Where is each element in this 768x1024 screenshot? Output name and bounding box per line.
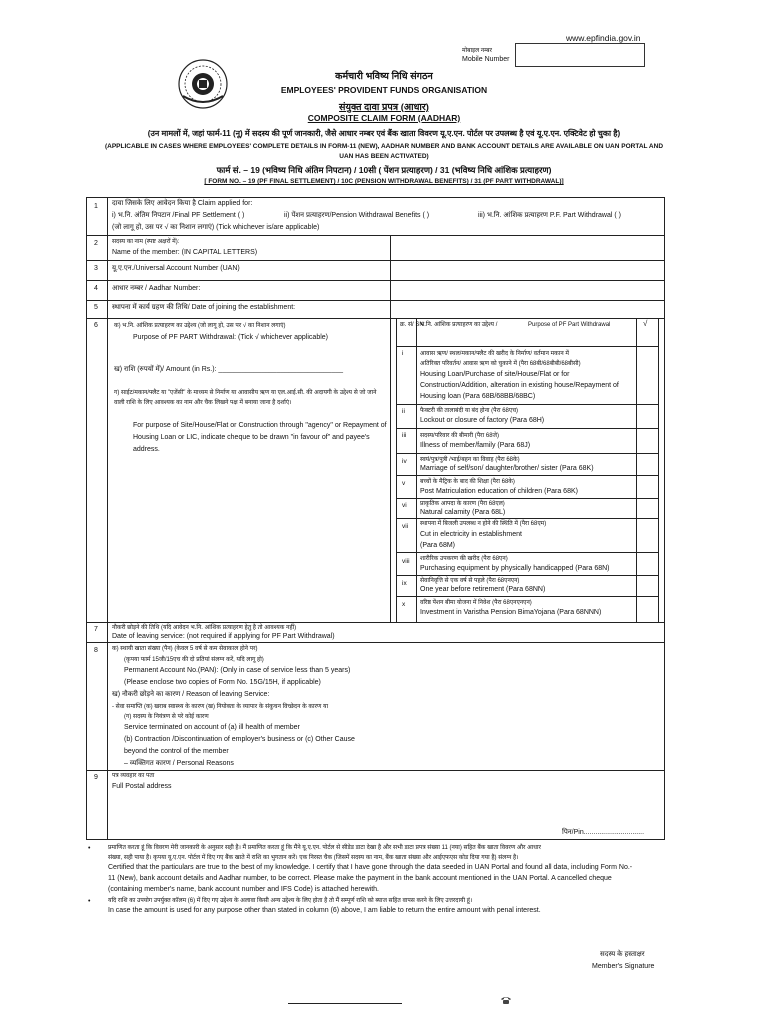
purpose-sn: ix: [402, 580, 407, 587]
pin-field[interactable]: पिन/Pin...............................: [562, 829, 645, 836]
pan-form-note: (Please enclose two copies of Form No. 15G/15H, if applicable): [124, 679, 321, 686]
purpose-item-text: फैक्टरी की तालाबंदी या बंद होना (पैरा 68एच): [420, 408, 519, 414]
final-pf-settlement-option[interactable]: i) भ.नि. अंतिम निपटान /Final PF Settlement ( ): [112, 212, 245, 219]
liability-hindi: यदि राशि का उपयोग उपर्युक्त कॉलम (6) में दिए गए उद्देश्य के अलावा किसी अन्य उद्देश्य के लिए होता है तो मैं सम्पूर्ण राशि को ब्याज सहित वापस करने के लिए उत्तरदायी हूं।: [108, 898, 473, 904]
claim-applied-label: दावा जिसके लिए आवेदन किया है Claim applied for:: [112, 200, 253, 207]
signature-label: Member's Signature: [592, 963, 655, 970]
purpose-tick-box[interactable]: [637, 553, 658, 575]
row-number: 4: [94, 285, 98, 292]
purpose-header: Purpose of PF Part Withdrawal: [528, 322, 611, 328]
pension-withdrawal-option[interactable]: ii) पेंशन प्रत्याहरण/Pension Withdrawal Benefits ( ): [284, 212, 430, 219]
postal-address-label-hindi: पत्र व्यवहार का पता: [112, 773, 155, 779]
purpose-item-text: सेवानिवृत्ति से एक वर्ष से पहले (पैरा 68एनएन): [420, 578, 520, 584]
purpose-item-text: Housing Loan/Purchase of site/House/Flat or for: [420, 371, 570, 378]
form-title: COMPOSITE CLAIM FORM (AADHAR): [307, 113, 461, 123]
form-numbers: [ FORM NO. – 19 (PF FINAL SETTLEMENT) / 10C (PENSION WITHDRAWAL BENEFITS) / 31 (PF PART WITHDRAWAL)]: [204, 178, 564, 185]
certification-text: 11 (New), bank account details and Aadhar number, to be correct. Please make the payment in the bank account mentioned in the UAN Portal. A cancelled cheque: [108, 875, 612, 882]
purpose-tick-box[interactable]: [637, 499, 658, 518]
row-number: 6: [94, 322, 98, 329]
personal-reasons-option[interactable]: – व्यक्तिगत कारण / Personal Reasons: [124, 760, 234, 767]
aadhar-label: आधार नम्बर / Aadhar Number:: [112, 285, 201, 292]
org-name-hindi: कर्मचारी भविष्य निधि संगठन: [335, 71, 433, 82]
pf-part-withdrawal-option[interactable]: iii) भ.नि. आंशिक प्रत्याहरण P.F. Part Withdrawal ( ): [478, 212, 621, 219]
mobile-label: Mobile Number: [462, 56, 510, 63]
purpose-item-text: सदस्य/परिवार की बीमारी (पैरा 68जे): [420, 433, 499, 439]
member-name-label-hindi: सदस्य का नाम (स्पष्ट अक्षरों में):: [112, 239, 180, 245]
signature-label-hindi: सदस्य के हस्ताक्षर: [600, 951, 645, 958]
tick-instruction: (जो लागू हो, उस पर √ का निशान लगाएं) (Tick whichever is/are applicable): [112, 224, 320, 231]
purpose-tick-box[interactable]: [637, 597, 658, 622]
applicability-hindi: (उन मामलों में, जहां फार्म-11 (नू) में सदस्य की पूर्ण जानकारी, जैसे आधार नम्बर एवं बैंक खाता विवरण यू.ए.एन. पोर्टल पर उपलब्ध है एवं यू.ए.एन. एक्टिवेट हो चुका है): [147, 129, 621, 138]
purpose-item-text: Cut in electricity in establishment: [420, 531, 522, 538]
purpose-item-text: Marriage of self/son/ daughter/brother/ sister (Para 68K): [420, 465, 594, 472]
purpose-tick-box[interactable]: [637, 429, 658, 453]
joining-date-field[interactable]: [391, 301, 663, 318]
amount-field[interactable]: ख) राशि (रुपयों में)/ Amount (in Rs.): ________________________________: [114, 366, 344, 373]
purpose-sn: ii: [402, 408, 405, 415]
row-number: 9: [94, 774, 98, 781]
part-withdrawal-purpose-hindi: क) भ.नि. आंशिक प्रत्याहरण का उद्देश्य (जो लागू हो, उस पर √ का निशान लगाएं): [114, 323, 286, 329]
certification-hindi: संख्या, सही पाया है। कृपया यू.ए.एन. पोर्टल में दिए गए बैंक खाते में राशि का भुगतान करें। एक निरस्त चैक (जिसमें सदस्य का नाम, बैंक खाता संख्या और आईएफएस कोड दिया गया है) संलग्न है।: [108, 855, 519, 861]
form-title-hindi: संयुक्त दावा प्रपत्र (आधार): [339, 102, 429, 113]
termination-reason-option[interactable]: Service terminated on account of (a) ill health of member: [124, 724, 300, 731]
uan-label: यू.ए.एन./Universal Account Number (UAN): [112, 265, 240, 272]
postal-address-label: Full Postal address: [112, 783, 172, 790]
tick-header: √: [643, 319, 648, 328]
mobile-number-field[interactable]: [515, 43, 645, 67]
row-number: 5: [94, 304, 98, 311]
termination-reason-text: (b) Contraction /Discontinuation of employer's business or (c) Other Cause: [124, 736, 355, 743]
bullet: •: [88, 845, 91, 852]
aadhar-field[interactable]: [391, 281, 663, 300]
termination-reason-hindi-cont: (ग) सदस्य के नियंत्रण से परे कोई कारण: [124, 714, 209, 720]
purpose-tick-box[interactable]: [637, 576, 658, 596]
purpose-item-text: Construction/Addition, alteration in existing house/Repayment of: [420, 382, 619, 389]
leaving-date-label-hindi: नौकरी छोड़ने की तिथि (यदि आवेदन भ.नि. आंशिक प्रत्याहरण हेतु है तो आवश्यक नहीं): [112, 625, 297, 631]
org-name: EMPLOYEES' PROVIDENT FUNDS ORGANISATION: [280, 85, 488, 95]
purpose-item-text: आवास ऋण/ स्थल/मकान/फ्लैट की खरीद के निर्माण/ वर्तमान मकान में: [420, 351, 569, 357]
purpose-sn: i: [402, 350, 404, 357]
termination-reason-hindi: - सेवा समाप्ति (क) खराब स्वास्थ्य के कारण (ख) नियोक्ता के व्यापार के संकुचन विच्छेदन के कारण या: [112, 704, 328, 710]
member-name-label: Name of the member: (IN CAPITAL LETTERS): [112, 249, 258, 256]
purpose-item-text: प्राकृतिक आपदा के कारण (पैरा 68एल): [420, 501, 505, 507]
cheque-payee-instruction: For purpose of Site/House/Flat or Construction through "agency" or Repayment of Housing Loan or LIC, indicate cheque to be drawn "in favour of" and payee's address.: [133, 422, 387, 453]
purpose-item-text: One year before retirement (Para 68NN): [420, 586, 546, 593]
certification-hindi: प्रमाणित करता हूं कि विवरण मेरी जानकारी के अनुसार सही है। मैं प्रमाणित करता हूं कि मैंने यू.ए.एन. पोर्टल से सीडेड डाटा देखा है और सभी डाटा प्रपत्र संख्या 11 (नया) सहित बैंक खाता विवरण और आधार: [108, 845, 541, 851]
purpose-sn: x: [402, 601, 406, 608]
leaving-date-field[interactable]: [391, 623, 663, 642]
website-url: www.epfindia.gov.in: [566, 33, 641, 43]
purpose-item-text: Housing loan (Para 68B/68BB/68BC): [420, 393, 536, 400]
sn-header: क्र. सं/ SN: [400, 322, 424, 328]
purpose-item-text: Illness of member/family (Para 68J): [420, 442, 531, 449]
purpose-tick-box[interactable]: [637, 454, 658, 475]
termination-reason-text: beyond the control of the member: [124, 748, 229, 755]
form-numbers-hindi: फार्म सं. – 19 (भविष्य निधि अंतिम निपटान) / 10सी ( पेंशन प्रत्याहरण) / 31 (भविष्य निधि आंशिक प्रत्याहरण): [216, 165, 552, 175]
mobile-label-hindi: मोबाइल नम्बर: [462, 48, 492, 54]
purpose-item-text: Investment in Varistha Pension BimaYojana (Para 68NNN): [420, 609, 602, 616]
pan-label: Permanent Account No.(PAN): (Only in case of service less than 5 years): [124, 667, 351, 674]
purpose-item-text: बच्चों के मैट्रिक के बाद की शिक्षा (पैरा 68के): [420, 479, 515, 485]
purpose-item-text: अतिरिक्त परिवर्तन/ आवास ऋण को चुकाने में (पैरा 68बी/68बीबी/68बीसी): [420, 361, 581, 367]
purpose-tick-box[interactable]: [637, 347, 658, 404]
purpose-tick-box[interactable]: [637, 405, 658, 428]
row-number: 2: [94, 240, 98, 247]
member-name-field[interactable]: [391, 236, 663, 260]
applicability-note: (APPLICABLE IN CASES WHERE EMPLOYEES' COMPLETE DETAILS IN FORM-11 (NEW), AADHAR NUMBER AND BANK ACCOUNT DETAILS ARE AVAILABLE ON UAN PORTAL AND UAN HAS BEEN ACTIVATED): [104, 143, 664, 160]
purpose-item-text: वरिष्ठ पेंशन बीमा योजना में निवेश (पैरा 68एनएनएन): [420, 600, 532, 606]
leaving-date-label: Date of leaving service: (not required if applying for PF Part Withdrawal): [112, 633, 335, 640]
certification-text: Certified that the particulars are true to the best of my knowledge. I certify that I have gone through the data seeded in UAN Portal and found all data, including Form No.-: [108, 864, 633, 871]
postal-address-field[interactable]: [108, 794, 662, 824]
row-number: 3: [94, 265, 98, 272]
row-number: 7: [94, 626, 98, 633]
certification-text: (containing member's name, bank account number and IFS Code) is attached herewith.: [108, 886, 379, 893]
purpose-sn: vii: [402, 523, 409, 530]
purpose-item-text: (Para 68M): [420, 542, 456, 549]
purpose-item-text: Natural calamity (Para 68L): [420, 509, 506, 516]
purpose-item-text: Purchasing equipment by physically handicapped (Para 68N): [420, 565, 610, 572]
purpose-item-text: स्वयं/पुत्र/पुत्री /भाई/बहन का विवाह (पैरा 68के): [420, 457, 520, 463]
purpose-sn: v: [402, 480, 406, 487]
purpose-header-hindi: भ.नि. आंशिक प्रत्याहरण का उद्देश्य /: [420, 322, 498, 328]
uan-field[interactable]: [391, 261, 663, 280]
purpose-item-text: स्थापना में बिजली उपलब्ध न होने की स्थिति में (पैरा 68एम): [420, 521, 547, 527]
row-number: 1: [94, 203, 98, 210]
part-withdrawal-purpose-label: Purpose of PF PART Withdrawal: (Tick √ whichever applicable): [133, 334, 328, 341]
purpose-sn: iii: [402, 432, 407, 439]
leaving-reason-label: ख) नौकरी छोड़ने का कारण / Reason of leaving Service:: [112, 691, 270, 698]
pan-label-hindi: क) स्थायी खाता संख्या (पैन) (केवल 5 वर्ष से कम सेवाकाल होने पर): [112, 646, 258, 652]
liability-text: In case the amount is used for any purpose other than stated in column (6) above, I am liable to return the entire amount with penal interest.: [108, 907, 541, 914]
pan-form-note-hindi: (कृपया फार्म 15जी/15एच की दो प्रतियां संलग्न करें, यदि लागू हो): [124, 657, 264, 663]
joining-date-label: स्थापना में कार्य ग्रहण की तिथि/ Date of joining the establishment:: [112, 304, 296, 311]
bullet: •: [88, 898, 91, 905]
purpose-item-text: Post Matriculation education of children (Para 68K): [420, 488, 578, 495]
row-number: 8: [94, 647, 98, 654]
footer-rule: [288, 1003, 402, 1004]
phone-icon: [500, 995, 512, 1005]
purpose-tick-box[interactable]: [637, 476, 658, 498]
purpose-sn: iv: [402, 458, 407, 465]
cheque-payee-instruction-hindi: ग) साईट/मकान/फ्लैट या "एजेंसी" के माध्यम से निर्माण या आवासीय ऋण या एल.आई.सी. की अदायगी के उद्देश्य से जो जाने वाली राशि के लिए आवश्यक का नाम और चैक लिखने पक्ष में बनाया जाना है दर्शाएं।: [114, 390, 377, 406]
purpose-sn: viii: [402, 558, 410, 565]
purpose-sn: vi: [402, 502, 407, 509]
purpose-item-text: शारीरिक उपकरण की खरीद (पैरा 68एन): [420, 556, 508, 562]
purpose-tick-box[interactable]: [637, 519, 658, 552]
purpose-item-text: Lockout or closure of factory (Para 68H): [420, 417, 545, 424]
